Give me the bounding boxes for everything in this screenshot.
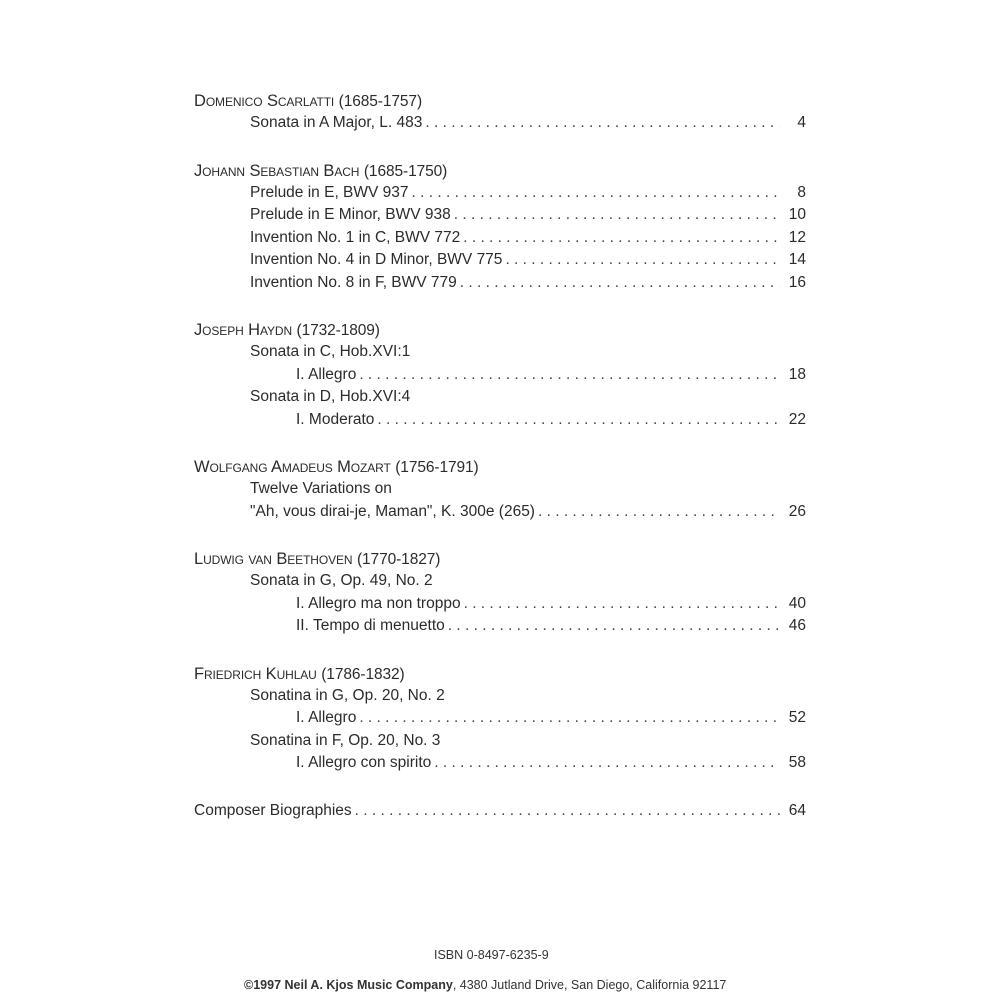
- entry-title: II. Tempo di menuetto: [296, 617, 445, 634]
- entry-title: I. Moderato: [296, 410, 375, 428]
- composer-dates: (1786-1832): [321, 665, 405, 683]
- toc-entry: [194, 707, 806, 730]
- dot-leader: [454, 204, 780, 227]
- composer-last-name: Beethoven: [276, 550, 353, 568]
- page-number: 52: [788, 709, 806, 726]
- entry-title: Invention No. 4 in D Minor, BWV 775: [250, 251, 503, 268]
- page-number: 10: [788, 206, 806, 223]
- copyright-company: ©1997 Neil A. Kjos Music Company: [244, 978, 453, 992]
- dot-leader: [355, 800, 780, 823]
- entry-title: Composer Biographies: [194, 801, 352, 819]
- entry-title: I. Allegro ma non troppo: [296, 594, 461, 612]
- page-number: 4: [797, 114, 806, 131]
- toc-entry: [194, 615, 806, 638]
- toc-entry: [194, 593, 806, 616]
- page-number: 58: [788, 754, 806, 771]
- page-number: 12: [788, 228, 806, 246]
- toc-entry: [194, 227, 806, 250]
- composer-first-name: Johann Sebastian: [194, 161, 319, 180]
- section-gap: [194, 523, 806, 548]
- composer-last-name: Scarlatti: [266, 92, 335, 110]
- copyright-line: [244, 978, 726, 992]
- dot-leader: [448, 615, 780, 638]
- composer-name: [194, 665, 317, 683]
- composer-heading: [194, 663, 806, 685]
- composer-heading: [194, 319, 806, 341]
- page-number: 46: [788, 617, 806, 634]
- composer-last-name: Haydn: [248, 321, 293, 339]
- entry-title: Prelude in E, BWV 937: [250, 183, 409, 201]
- section-gap: [194, 775, 806, 800]
- page-number: 26: [788, 502, 806, 520]
- work-heading: Sonata in D, Hob.XVI:4: [250, 388, 411, 405]
- entry-title: "Ah, vous dirai-je, Maman", K. 300e (265): [250, 502, 535, 520]
- page-number: 40: [788, 594, 806, 612]
- composer-name: [194, 92, 334, 110]
- section-gap: [194, 135, 806, 160]
- composer-last-name: Bach: [323, 161, 360, 180]
- entry-title: Sonata in A Major, L. 483: [250, 114, 423, 131]
- composer-name: [194, 458, 391, 476]
- work-heading: Sonatina in G, Op. 20, No. 2: [250, 686, 445, 704]
- composer-heading: [194, 90, 806, 112]
- composer-first-name: Joseph: [194, 321, 244, 339]
- composer-first-name: Friedrich: [194, 664, 262, 683]
- composer-last-name: Kuhlau: [265, 664, 317, 683]
- dot-leader: [359, 707, 780, 730]
- toc-entry: [194, 501, 806, 524]
- dot-leader: [359, 364, 780, 387]
- composer-name: [194, 321, 292, 339]
- dot-leader: [412, 182, 780, 205]
- toc-entry: [194, 204, 806, 227]
- toc-entry: [194, 182, 806, 205]
- work-heading: Twelve Variations on: [250, 480, 392, 497]
- toc-entry: [194, 249, 806, 272]
- entry-title: Invention No. 1 in C, BWV 772: [250, 228, 461, 246]
- composer-dates: (1685-1750): [363, 162, 448, 180]
- entry-title: Invention No. 8 in F, BWV 779: [250, 273, 457, 291]
- composer-last-name: Mozart: [337, 458, 391, 476]
- composer-first-name: Wolfgang Amadeus: [194, 458, 333, 476]
- section-gap: [194, 431, 806, 456]
- dot-leader: [425, 112, 780, 135]
- composer-name: [194, 550, 352, 568]
- isbn-line: ISBN 0-8497-6235-9: [434, 948, 549, 962]
- toc-entry: [194, 364, 806, 387]
- entry-title: I. Allegro: [296, 365, 357, 383]
- table-of-contents: [194, 90, 806, 822]
- composer-heading: [194, 548, 806, 570]
- composer-dates: (1756-1791): [395, 459, 479, 476]
- dot-leader: [460, 272, 780, 295]
- work-heading: Sonata in C, Hob.XVI:1: [250, 343, 411, 360]
- section-gap: [194, 294, 806, 319]
- closing-entry: [194, 800, 806, 823]
- composer-dates: (1732-1809): [296, 322, 380, 339]
- dot-leader: [377, 409, 780, 432]
- composer-heading: [194, 160, 806, 182]
- composer-dates: (1685-1757): [338, 93, 423, 110]
- page-number: 8: [797, 183, 806, 201]
- work-heading: Sonatina in F, Op. 20, No. 3: [250, 731, 441, 749]
- composer-heading: [194, 456, 806, 478]
- page-number: 18: [788, 365, 806, 383]
- composer-name: [194, 162, 359, 180]
- page-number: 16: [788, 273, 806, 291]
- copyright-address: , 4380 Jutland Drive, San Diego, California 92117: [452, 978, 727, 992]
- entry-title: I. Allegro: [296, 709, 357, 726]
- composer-first-name: Ludwig van: [194, 550, 272, 568]
- section-gap: [194, 638, 806, 663]
- page-number: 64: [788, 801, 806, 819]
- work-heading: Sonata in G, Op. 49, No. 2: [250, 572, 433, 589]
- toc-entry: [194, 409, 806, 432]
- composer-first-name: Domenico: [194, 92, 263, 110]
- entry-title: I. Allegro con spirito: [296, 754, 432, 771]
- dot-leader: [464, 593, 780, 616]
- dot-leader: [505, 249, 780, 272]
- page-number: 22: [788, 410, 806, 428]
- toc-entry: [194, 272, 806, 295]
- composer-dates: (1770-1827): [356, 551, 441, 568]
- toc-entry: [194, 112, 806, 135]
- page-number: 14: [788, 251, 806, 268]
- dot-leader: [538, 501, 780, 524]
- toc-entry: [194, 752, 806, 775]
- dot-leader: [434, 752, 780, 775]
- entry-title: Prelude in E Minor, BWV 938: [250, 206, 451, 223]
- dot-leader: [463, 227, 780, 250]
